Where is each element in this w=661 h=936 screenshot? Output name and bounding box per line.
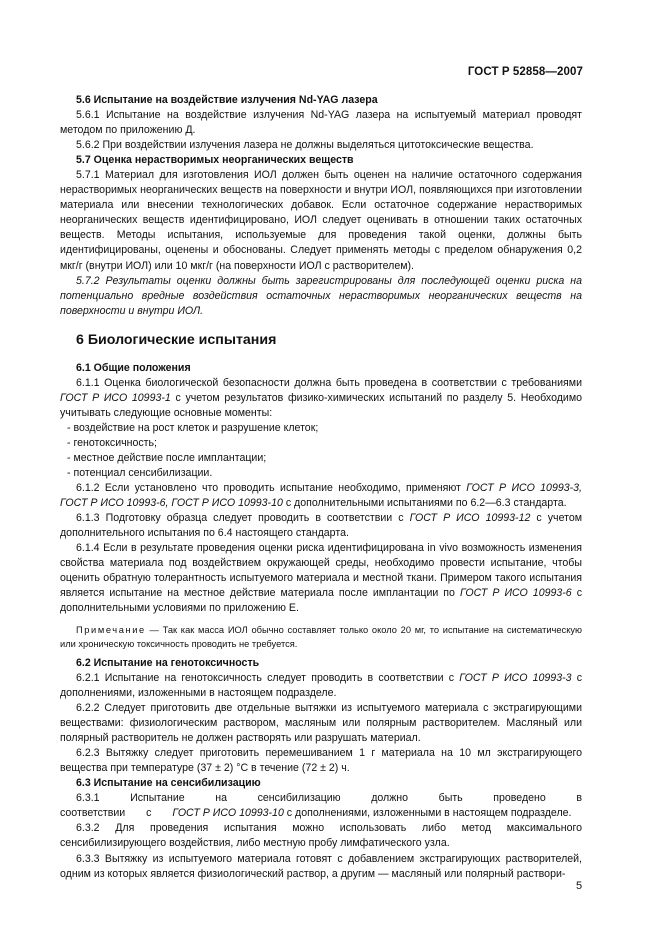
section-6-1-heading: 6.1 Общие положения xyxy=(76,361,191,374)
text-run: с дополнениями, изложенными в настоящем подразделе. xyxy=(60,671,582,699)
section-5-6-heading: 5.6 Испытание на воздействие излучения Nd-YAG лазера xyxy=(76,94,378,106)
paragraph-6-3-3: 6.3.3 Вытяжку из испытуемого материала готовят с добавлением экстрагирующих растворителей, одним из которых является физиологический раствор, а другим — масляный или полярный раствори- xyxy=(60,852,582,880)
text-run: 6.1.2 Если установлено что проводить испытание необходимо, применяют xyxy=(76,482,467,495)
text-run: 6.1.3 Подготовку образца следует проводить в соответствии с xyxy=(76,512,410,525)
paragraph-5-7-2: 5.7.2 Результаты оценки должны быть зарегистрированы для последующей оценки риска на потенциально вредные воздействия остаточных нерастворимых неорганических веществ на поверхности и внутри ИОЛ. xyxy=(60,274,582,317)
paragraph-5-6-2: 5.6.2 При воздействии излучения лазера не должны выделяться цитотоксические вещества. xyxy=(76,139,534,152)
text-run: с учетом результатов физико-химических испытаний по разделу 5. Необходимо учитывать следующие основные моменты: xyxy=(60,391,583,419)
paragraph-6-1-3 xyxy=(60,511,582,541)
paragraph-5-7-1: 5.7.1 Материал для изготовления ИОЛ должен быть оценен на наличие остаточного содержания нерастворимых неорганических веществ на поверхности и внутри ИОЛ, появляющихся при изготовлении материала или внесении технологических добавок. Если остаточное содержание нерастворимых неорганических веществ идентифицировано, ИОЛ следует оценивать в отношении таких остаточных веществ. Методы испытания, используемые для проведения такой оценки, должны быть идентифицированы, оценены и обоснованы. Следует применять методы с пределом обнаружения 0,2 мкг/г (внутри ИОЛ) или 10 мкг/г (на поверхности ИОЛ с растворителем). xyxy=(60,169,582,272)
paragraph-6-2-2: 6.2.2 Следует приготовить две отдельные вытяжки из испытуемого материала с экстрагирующими веществами: физиологическим раствором, масляным или полярным растворителем. Масляный или полярный растворитель не должен растворять или разрушать материал. xyxy=(60,702,582,745)
text-run: 6.3.1 Испытание на сенсибилизацию должно быть проведено в соответствии с xyxy=(60,792,582,820)
list-item: - местное действие после имплантации; xyxy=(60,451,582,466)
text-run: с дополнительными испытаниями по 6.2—6.3 стандарта. xyxy=(282,497,567,510)
text-run: 6.2.1 Испытание на генотоксичность следует проводить в соответствии с xyxy=(76,671,460,684)
standard-reference: ГОСТ Р ИСО 10993-3 xyxy=(459,671,572,684)
text-run: с дополнениями, изложенными в настоящем подразделе. xyxy=(283,807,572,820)
section-6-2-heading: 6.2 Испытание на генотоксичность xyxy=(76,656,260,669)
page-header: ГОСТ Р 52858—2007 xyxy=(467,66,583,78)
section-6-heading: 6 Биологические испытания xyxy=(76,331,277,348)
paragraph-6-2-3: 6.2.3 Вытяжку следует приготовить перемешиванием 1 г материала на 10 мл экстрагирующего вещества при температуре (37 ± 2) °С в течение (72 ± 2) ч. xyxy=(60,747,582,775)
note-label: Примечание xyxy=(76,624,146,635)
paragraph-5-6-1: 5.6.1 Испытание на воздействие излучения Nd-YAG лазера на испытуемый материал проводят методом по приложению Д. xyxy=(60,109,582,137)
standard-reference: ГОСТ Р ИСО 10993-6 xyxy=(459,587,572,600)
paragraph-6-1-2 xyxy=(60,481,582,511)
note-text: — Так как масса ИОЛ обычно составляет только около 20 мг, то испытание на систематическую или хроническую токсичность проводить не требуется. xyxy=(60,624,582,649)
page-number: 5 xyxy=(576,880,583,892)
standard-reference: ГОСТ Р ИСО 10993-10 xyxy=(172,807,284,820)
text-run: 6.1.1 Оценка биологической безопасности должна быть проведена в соответствии с требованиями xyxy=(76,376,582,389)
paragraph-6-1-1 xyxy=(60,376,582,421)
paragraph-6-1-4 xyxy=(60,541,582,616)
text-run: с учетом дополнительного испытания по 6.4 настоящего стандарта. xyxy=(60,512,583,540)
paragraph-6-3-1 xyxy=(60,791,582,821)
standard-reference: ГОСТ Р ИСО 10993-12 xyxy=(409,512,531,525)
document-body xyxy=(60,93,582,882)
text-run: с дополнительными условиями по приложению Е. xyxy=(60,587,582,615)
note xyxy=(60,623,582,651)
paragraph-6-3-2: 6.3.2 Для проведения испытания можно использовать либо метод максимального сенсибилизирующего воздействия, либо местную пробу лимфатического узла. xyxy=(60,822,582,850)
paragraph-6-2-1 xyxy=(60,671,582,701)
section-5-7-heading: 5.7 Оценка нерастворимых неорганических веществ xyxy=(76,154,354,167)
list-item: - потенциал сенсибилизации. xyxy=(60,466,582,481)
standard-reference: ГОСТ Р ИСО 10993-3, ГОСТ Р ИСО 10993-6, ГОСТ Р ИСО 10993-10 xyxy=(60,482,582,510)
list-item: - генотоксичность; xyxy=(60,436,582,451)
section-6-3-heading: 6.3 Испытание на сенсибилизацию xyxy=(76,777,261,790)
text-run: 6.1.4 Если в результате проведения оценки риска идентифицирована in vivo возможность изменения свойства материала под воздействием окружающей среды, необходимо провести испытание, чтобы оценить обратную толерантность испытуемого материала и местной ткани. Примером такого испытания является испытание на местное действие материала после имплантации по xyxy=(60,542,582,600)
standard-reference: ГОСТ Р ИСО 10993-1 xyxy=(60,391,171,404)
list-item: - воздействие на рост клеток и разрушение клеток; xyxy=(60,421,582,436)
